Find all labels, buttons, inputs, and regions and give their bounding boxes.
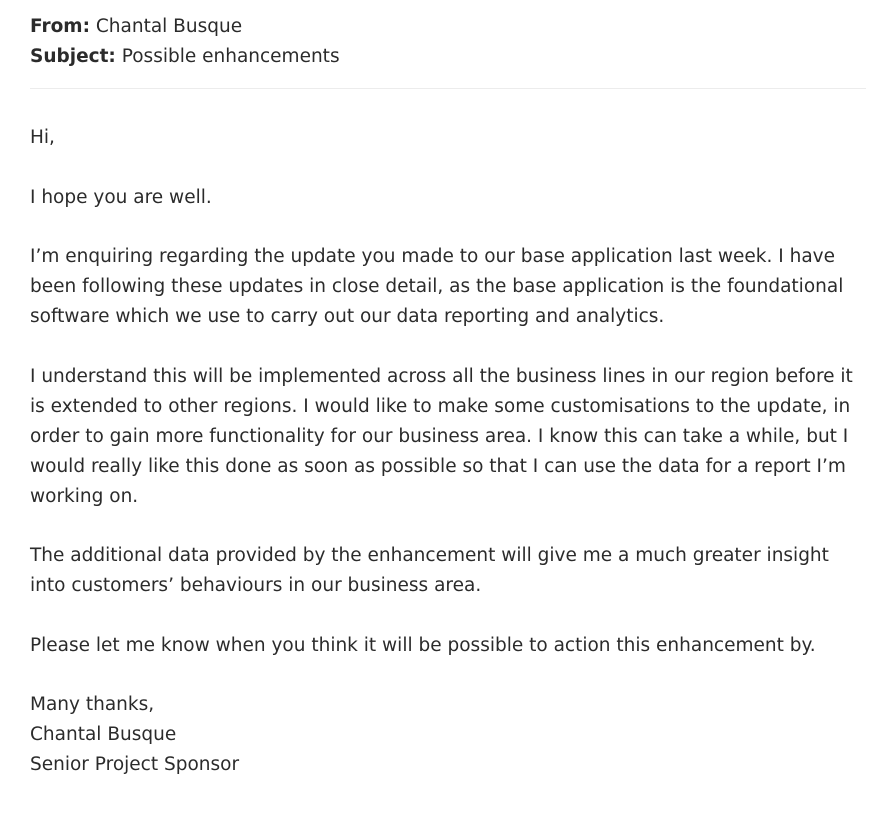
signoff [30, 690, 864, 780]
header-divider [30, 88, 866, 89]
from-label: From: [30, 16, 90, 37]
paragraph-insight: The additional data provided by the enhancement will give me a much greater insight into customers’ behaviours in our business area. [30, 545, 829, 596]
from-line [30, 12, 864, 42]
paragraph-customisation-request: I understand this will be implemented across all the business lines in our region before it is extended to other regions. I would like to make some customisations to the update, in order to gain more functionality for our business area. I know this can take a while, but I would really like this done as soon as possible so that I can use the data for a report I’m working on. [30, 365, 853, 507]
paragraph-well-wishes: I hope you are well. [30, 186, 212, 208]
subject-label: Subject: [30, 46, 116, 67]
greeting: Hi, [30, 127, 55, 148]
signature-name: Chantal Busque [30, 724, 177, 745]
subject-line [30, 42, 864, 72]
from-value: Chantal Busque [95, 16, 243, 37]
closing: Many thanks, [30, 694, 155, 715]
email-body [30, 123, 864, 780]
paragraph-action-request: Please let me know when you think it will be possible to action this enhancement by. [30, 634, 816, 656]
signature-title: Senior Project Sponsor [30, 754, 240, 775]
paragraph-enquiry: I’m enquiring regarding the update you made to our base application last week. I have been following these updates in close detail, as the base application is the foundational software which we use to carry out our data reporting and analytics. [30, 246, 844, 327]
subject-value: Possible enhancements [121, 46, 340, 67]
